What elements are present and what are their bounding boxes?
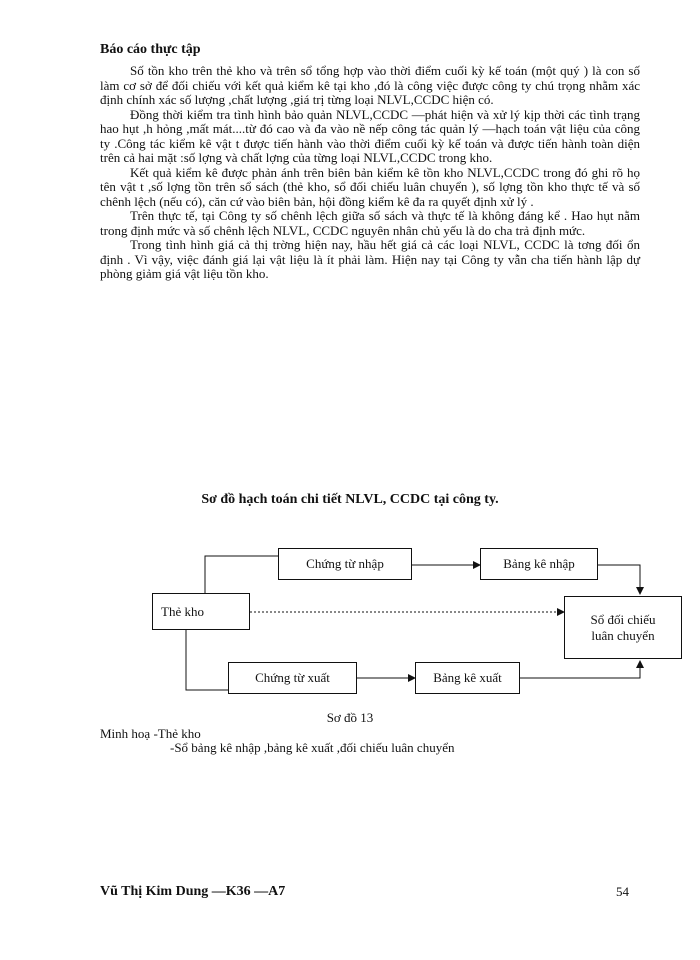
paragraph-2: Đồng thời kiểm tra tình hình bảo quản NLVL,CCDC —phát hiện và xử lý kịp thời các tình trạng hao hụt ,h hỏng ,mất mát....từ đó cao và đa vào nề nếp công tác quản lý —hạch toán vật liệu của công ty .Công tác kiểm kê vật t được tiến hành vào thời điểm cuối kỳ kế toán và được tiến hành toàn diện trên cả hai mặt :số lợng và chất lợng của từng loại NLVL,CCDC trong kho. (100, 106, 640, 165)
arrow-bangkexuat-sodoichieu (520, 661, 640, 678)
box-bang-ke-xuat: Bảng kê xuất (415, 662, 520, 694)
diagram-caption: Sơ đồ 13 (326, 710, 374, 725)
box-chung-tu-nhap: Chứng từ nhập (278, 548, 412, 580)
box-bang-ke-nhap: Bảng kê nhập (480, 548, 598, 580)
footer-author: Vũ Thị Kim Dung —K36 —A7 (100, 884, 286, 899)
note-line-1: Minh hoạ -Thẻ kho (100, 726, 201, 741)
arrow-bangkenhap-sodoichieu (598, 565, 640, 594)
page-number: 54 (616, 884, 629, 899)
box-so-doi-chieu: Sổ đối chiếu luân chuyển (564, 596, 682, 659)
connector-ctxuat-left (186, 678, 228, 690)
paragraph-1: Số tồn kho trên thẻ kho và trên sổ tổng hợp vào thời điểm cuối kỳ kế toán (một quý ) là con số làm cơ sở để đối chiếu với kết quả kiểm kê tại kho ,đó là công việc được công ty chú trọng nhằm xác định chính xác số lượng ,chất lượng ,giá trị từng loại NLVL,CCDC hiện có. (100, 63, 640, 107)
connector-thekho-up (205, 556, 278, 593)
note-line-2: -Sổ bảng kê nhập ,bảng kê xuất ,đối chiếu luân chuyển (170, 740, 455, 755)
paragraph-3: Kết quả kiểm kê được phản ánh trên biên bản kiểm kê tồn kho NLVL,CCDC trong đó ghi rõ họ tên vật t ,số lợng tồn trên sổ sách (thẻ kho, sổ đối chiếu luân chuyển ), số lợng tồn kho thực tế và số chênh lệch (nếu có), căn cứ vào biên bản, hội đồng kiểm kê đa ra quyết định xử lý . (100, 164, 640, 209)
paragraph-4: Trên thực tế, tại Công ty số chênh lệch giữa số sách và thực tế là không đáng kể . Hao hụt nằm trong định mức và số chênh lệch NLVL, CCDC nguyên nhân chủ yếu là do cha trả định mức. (100, 208, 640, 238)
report-header: Báo cáo thực tập (100, 42, 201, 57)
box-the-kho: Thẻ kho (152, 593, 250, 630)
box-chung-tu-xuat: Chứng từ xuất (228, 662, 357, 694)
paragraph-5: Trong tình hình giá cả thị trờng hiện nay, hầu hết giá cả các loại NLVL, CCDC là tơng đối ổn định . Vì vậy, việc đánh giá lại vật liệu là ít phải làm. Hiện nay tại Công ty vẫn cha tiến hành lập dự phòng giảm giá vật liệu tồn kho. (100, 237, 640, 281)
diagram-title: Sơ đồ hạch toán chi tiết NLVL, CCDC tại công ty. (201, 492, 499, 507)
